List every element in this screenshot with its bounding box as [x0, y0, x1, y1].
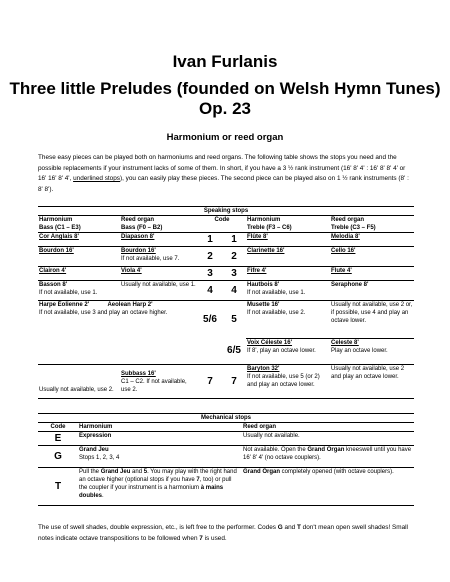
- footer-note: [38, 522, 414, 544]
- stop-note: Play an octave lower.: [331, 348, 388, 354]
- table-row: [38, 432, 414, 446]
- text-run: and: [282, 524, 297, 531]
- text-run: Grand Organ: [243, 469, 281, 475]
- stop-name: Celeste 8': [331, 340, 359, 346]
- stop-name: Expression: [79, 433, 112, 439]
- stop-code: 3: [222, 267, 246, 281]
- text-run: Grand Organ: [307, 447, 345, 453]
- col-code: Code: [198, 216, 246, 233]
- stop-name: Grand Jeu: [79, 447, 109, 453]
- stop-code: 4: [222, 281, 246, 301]
- stop-code: 7: [198, 365, 222, 399]
- stop-code: G: [38, 446, 78, 468]
- intro-text-2: ), you can easily play these pieces. The second piece can be played also on 1 ½ rank instruments (8' : 8' 8').: [38, 175, 409, 193]
- stop-note: Usually not available, use 2.: [39, 387, 114, 393]
- text-run: completely opened (with octave couplers).: [280, 469, 394, 475]
- intro-text-1: These easy pieces can be played both on harmoniums and reed organs. The following table shows the stops you need and the possible replacements if your instrument lacks of some of them. In short, if you have a 3 ½ rank instrument (16' 8' 4' : 16' 8' 8' 4' or 16' 16' 8' 4',: [38, 154, 406, 182]
- stop-code: 1: [198, 233, 222, 247]
- stop-code: E: [38, 432, 78, 446]
- stop-note: Usually not available.: [242, 432, 414, 446]
- stop-note: Usually not available, use 1.: [121, 282, 196, 288]
- col-reed-bass: Reed organ: [121, 217, 155, 223]
- col-code: Code: [38, 423, 78, 432]
- table-row: [38, 339, 414, 365]
- col-reed-organ: Reed organ: [242, 423, 414, 432]
- stop-note: If not available, use 1.: [247, 290, 306, 296]
- table-row: [38, 468, 414, 506]
- table-row: [38, 446, 414, 468]
- text-run: à mains doubles: [79, 485, 224, 499]
- stop-code: 3: [198, 267, 222, 281]
- stop-name: Harpe Éolienne 2': [39, 302, 90, 308]
- stop-name: Voix Céleste 16': [247, 340, 293, 346]
- stop-note: C1 – C2. If not available, use 2.: [121, 379, 187, 393]
- stop-code: T: [38, 468, 78, 506]
- intro-underlined: underlined stops: [73, 175, 120, 182]
- stop-name: Seraphone 8': [331, 282, 369, 288]
- col-reed-treble: Reed organ: [331, 217, 365, 223]
- stop-name: Viola 4': [121, 268, 142, 274]
- stop-name: Hautbois 8': [247, 282, 280, 288]
- stop-name: Fifre 4': [247, 268, 267, 274]
- stop-code: 6/5: [222, 339, 246, 365]
- stop-code: 2: [222, 247, 246, 267]
- table-row: [38, 281, 414, 301]
- stop-name: Cello 16': [331, 248, 356, 254]
- stop-name: Baryton 32': [247, 366, 280, 372]
- stop-note: Stops 1, 2, 3, 4: [79, 455, 120, 461]
- stop-name: Diapason 8': [121, 234, 155, 240]
- stop-note: If 8', play an octave lower.: [247, 348, 316, 354]
- stop-name: Musette 16': [247, 302, 280, 308]
- text-run: .: [102, 493, 104, 499]
- stop-code: 4: [198, 281, 222, 301]
- col-harm-bass-range: Bass (C1 – E3): [39, 225, 81, 231]
- text-run: 7: [196, 477, 200, 483]
- speaking-stops-table: [38, 206, 414, 399]
- stop-note: [242, 446, 414, 468]
- stop-note: [78, 468, 242, 506]
- page-title: [0, 79, 450, 119]
- text-run: The use of swell shades, double expression, etc., is left free to the performer. Codes: [38, 524, 278, 531]
- stop-name: Aeolean Harp 2': [107, 302, 153, 308]
- stop-note: Usually not available, use 2 and play an octave lower.: [331, 366, 405, 380]
- stop-name: Subbass 16': [121, 371, 156, 377]
- mechanical-column-headers: [38, 423, 414, 432]
- stop-code: 5/6: [203, 313, 217, 325]
- text-run: , too) or pull the coupler if your instrument is a harmonium: [79, 477, 232, 491]
- stop-note: If not available, use 2.: [247, 310, 306, 316]
- col-harm-bass: Harmonium: [39, 217, 73, 223]
- stop-name: Bourdon 16': [121, 248, 156, 254]
- stop-name: Basson 8': [39, 282, 68, 288]
- mechanical-stops-table: [38, 413, 414, 506]
- stop-name: Flute 4': [331, 268, 352, 274]
- stop-note: If not available, use 7.: [121, 256, 180, 262]
- title-line-2: Op. 23: [199, 99, 251, 118]
- text-run: don't mean open swell shades! Small notes indicate octave transpositions to be followed when: [38, 524, 408, 542]
- col-reed-treble-range: Treble (C3 – F5): [331, 225, 376, 231]
- stop-note: If not available, use 3 and play an octave higher.: [39, 310, 168, 316]
- author-name: Ivan Furlanis: [172, 52, 278, 71]
- table-row: [38, 365, 414, 399]
- col-harm-treble-range: Treble (F3 – C6): [247, 225, 292, 231]
- stop-note: [242, 468, 414, 506]
- text-run: G: [277, 524, 283, 531]
- text-run: Not available. Open the: [243, 447, 308, 453]
- stop-code: 5: [231, 313, 237, 325]
- text-run: kneeswell until you have 16' 8' 4' (no octave couplers).: [243, 447, 412, 461]
- subtitle: Harmonium or reed organ: [166, 132, 284, 143]
- stop-note: If not available, use 1.: [39, 290, 98, 296]
- speaking-caption: Speaking stops: [38, 207, 414, 216]
- stop-name: Melodia 8': [331, 234, 360, 240]
- table-row: [38, 233, 414, 247]
- stop-name: Clarinette 16': [247, 248, 285, 254]
- stop-code: 1: [222, 233, 246, 247]
- mechanical-caption: Mechanical stops: [38, 414, 414, 423]
- text-run: and: [130, 469, 144, 475]
- text-run: 7: [199, 535, 203, 542]
- intro-paragraph: [38, 153, 414, 195]
- table-row: [38, 247, 414, 267]
- table-row: [38, 301, 414, 339]
- text-run: 5: [143, 469, 148, 475]
- title-line-1: Three little Preludes (founded on Welsh Hymn Tunes): [9, 79, 441, 98]
- stop-name: Clairon 4': [39, 268, 67, 274]
- stop-code: 7: [222, 365, 246, 399]
- text-run: T: [296, 524, 301, 531]
- stop-code: 2: [198, 247, 222, 267]
- stop-note: If not available, use 5 (or 2) and play an octave lower.: [247, 374, 320, 388]
- text-run: . You may play with the right hand an octave higher (optional stops if you have: [79, 469, 237, 483]
- text-run: is used.: [202, 535, 227, 542]
- stop-note: Usually not available, use 2 or, if possible, use 4 and play an octave lower.: [331, 302, 413, 324]
- table-row: [38, 267, 414, 281]
- col-harmonium: Harmonium: [78, 423, 242, 432]
- col-reed-bass-range: Bass (F0 – B2): [121, 225, 163, 231]
- stop-name: Bourdon 16': [39, 248, 74, 254]
- text-run: Grand Jeu: [100, 469, 131, 475]
- col-harm-treble: Harmonium: [247, 217, 281, 223]
- stop-name: Cor Anglais 8': [39, 234, 79, 240]
- stop-name: Flûte 8': [247, 234, 268, 240]
- text-run: Pull the: [79, 469, 101, 475]
- speaking-column-headers: [38, 216, 414, 233]
